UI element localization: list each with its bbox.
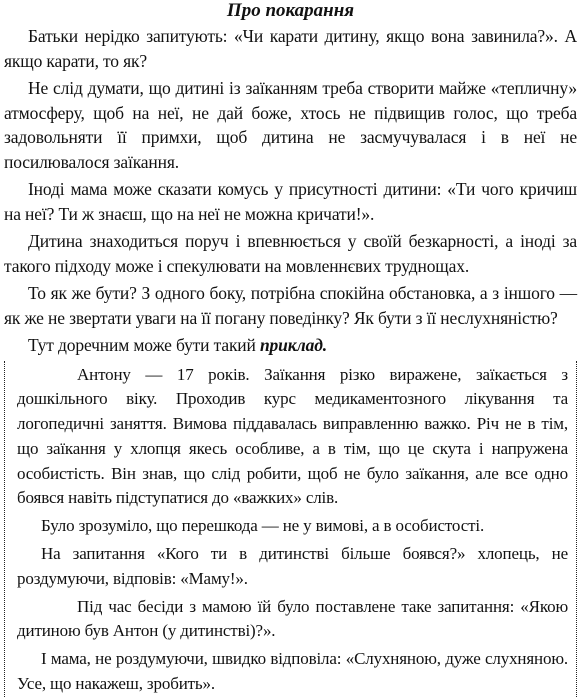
paragraph-3: Іноді мама може сказати комусь у присутності дитини: «Ти чого кричиш на неї? Ти ж знаєш, що на неї не можна кричати!». [4,179,577,224]
paragraph-1: Батьки нерідко запитують: «Чи карати дитину, якщо вона завинила?». А якщо карати, то як? [4,26,577,71]
case-paragraph-5: І мама, не роздумуючи, швидко відповіла: «Слухняною, дуже слухняною. Усе, що накажеш, зробить». [17,649,568,694]
intro-paragraph [4,333,577,358]
case-study-box [4,361,577,697]
paragraph-5: То як же бути? З одного боку, потрібна спокійна обстановка, а з іншого — як же не звертати уваги на її погану поведінку? Як бути з її неслухняністю? [4,283,577,328]
section-title: Про покарання [226,0,355,21]
intro-text: Тут доречним може бути такий [28,335,260,355]
paragraph-2: Не слід думати, що дитині із заїканням треба створити майже «тепличну» атмосферу, щоб на неї, не дай боже, хтось не підвищив голос, що треба задовольняти її примхи, щоб дитина не засмучувалася і в неї не посилювалося заїкання. [4,78,577,172]
intro-emphasis: приклад. [259,335,327,355]
case-paragraph-4: Під час бесіди з мамою їй було поставлене таке запитання: «Якою дитиною був Антон (у дитинстві)?». [17,596,568,641]
paragraph-4: Дитина знаходиться поруч і впевнюється у своїй безкарності, а іноді за такого підходу може і спекулювати на мовленнєвих труднощах. [4,231,577,276]
case-paragraph-2: Було зрозуміло, що перешкода — не у вимові, а в особистості. [41,516,485,536]
case-paragraph-3: На запитання «Кого ти в дитинстві більше боявся?» хлопець, не роздумуючи, відповів: «Маму!». [17,544,568,588]
case-paragraph-1: Антону — 17 років. Заїкання різко виражене, заїкається з дошкільного віку. Проходив курс медикаментозного лікування та логопедичні заняття. Вимова піддавалась виправленню важко. Річ не в тім, що заїкання у хлопця якесь особливе, а в тім, що це скута і напружена особистість. Він знав, що слід робити, щоб не було заїкання, але все одно боявся навіть підступатися до «важких» слів. [17,364,568,508]
